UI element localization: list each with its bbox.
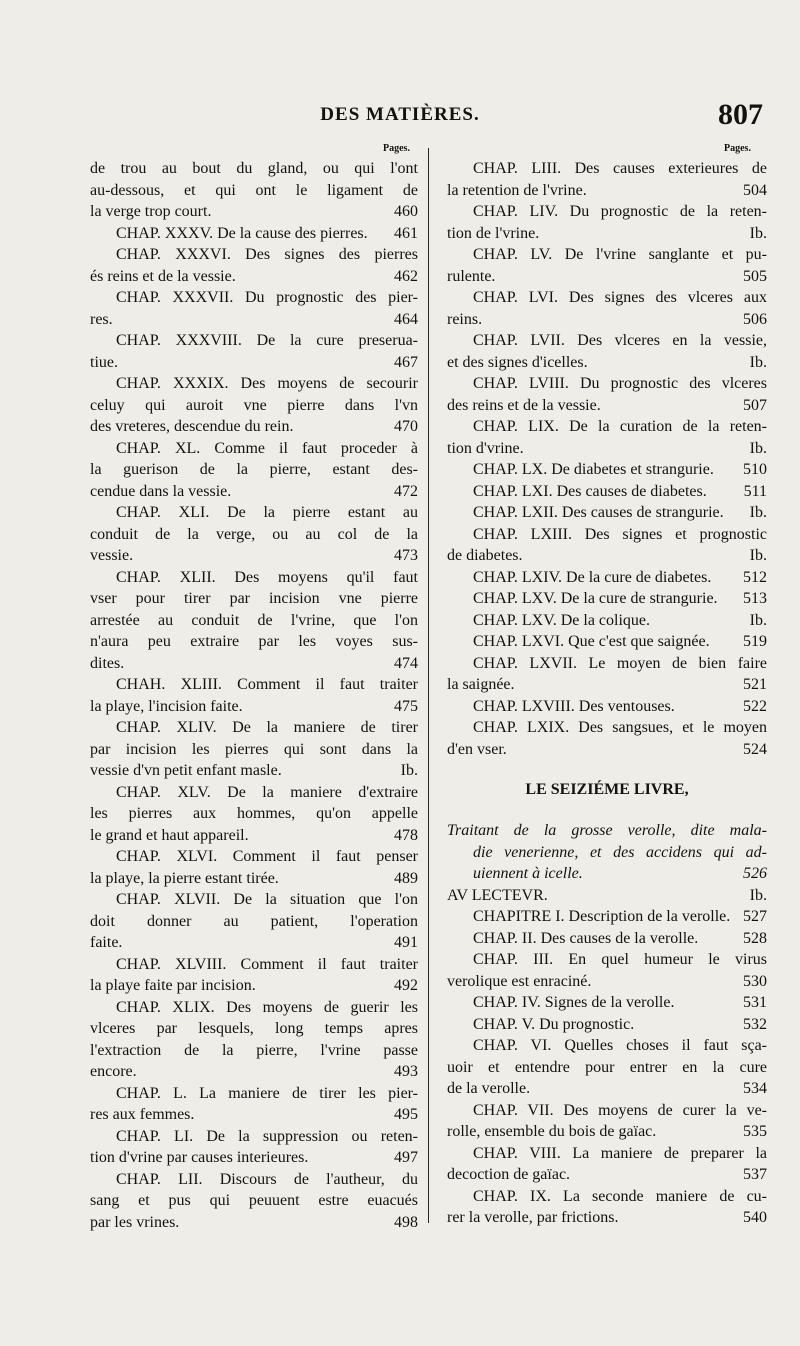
toc-line-text: tion de l'vrine. xyxy=(447,224,540,242)
running-title: DES MATIÈRES. xyxy=(320,104,480,125)
toc-line xyxy=(447,502,767,524)
toc-line xyxy=(90,1061,418,1083)
toc-line-text: tion d'vrine. xyxy=(447,439,524,457)
toc-line xyxy=(90,889,418,911)
toc-line-text: n'aura peu extraire par les voyes sus- xyxy=(90,633,418,650)
toc-line-text: CHAP. LVII. Des vlceres en la vessie, xyxy=(473,332,767,349)
toc-line xyxy=(90,244,418,266)
toc-line-text: vlceres par lesquels, long temps apres xyxy=(90,1020,418,1037)
toc-page-number: 489 xyxy=(394,869,418,887)
toc-line-text: des reins et de la vessie. xyxy=(447,396,601,414)
toc-line xyxy=(90,395,418,417)
toc-line xyxy=(447,653,767,675)
toc-line-text: CHAP. XL. Comme il faut proceder à xyxy=(116,439,418,457)
toc-line xyxy=(447,739,767,761)
toc-line-text: és reins et de la vessie. xyxy=(90,267,236,285)
book-heading: LE SEIZIÉME LIVRE, xyxy=(525,781,689,798)
toc-line xyxy=(447,287,767,309)
toc-line-text: la verge trop court. xyxy=(90,203,212,220)
toc-line xyxy=(90,1190,418,1212)
toc-line-text: vessie. xyxy=(90,547,134,564)
toc-line xyxy=(90,954,418,976)
toc-line-text: CHAP. III. En quel humeur le virus xyxy=(473,951,767,968)
toc-page-number: 540 xyxy=(743,1209,767,1226)
toc-line-text: vessie d'vn petit enfant masle. xyxy=(90,762,282,779)
column-divider xyxy=(428,148,429,1223)
toc-page-number: 478 xyxy=(394,826,418,844)
toc-line xyxy=(447,1057,767,1079)
toc-line-text: tion d'vrine par causes interieures. xyxy=(90,1149,309,1166)
toc-line-text: CHAP. L. La maniere de tirer les pier- xyxy=(116,1084,418,1102)
toc-page-number: 531 xyxy=(743,994,767,1011)
toc-line-text: die venerienne, et des accidens qui ad- xyxy=(473,843,767,861)
toc-line xyxy=(447,309,767,331)
toc-line-text: rer la verolle, par frictions. xyxy=(447,1209,619,1226)
toc-page-number: 532 xyxy=(743,1015,767,1033)
toc-line xyxy=(447,223,767,245)
toc-line xyxy=(447,1014,767,1036)
toc-line-text: CHAP. XLVII. De la situation que l'on xyxy=(116,891,418,908)
toc-line xyxy=(90,1104,418,1126)
pages-label-right: Pages. xyxy=(724,143,751,154)
toc-page-number: Ib. xyxy=(749,611,767,629)
right-column-entries xyxy=(447,158,767,760)
toc-line xyxy=(90,717,418,739)
section-gap xyxy=(447,760,767,778)
toc-line-text: CHAP. LXII. Des causes de strangurie. xyxy=(473,504,724,521)
toc-line xyxy=(90,481,418,503)
toc-page-number: 461 xyxy=(394,224,418,242)
toc-line-text: res. xyxy=(90,310,113,328)
toc-line xyxy=(90,1040,418,1062)
section-gap xyxy=(447,802,767,820)
toc-line xyxy=(90,997,418,1019)
toc-page-number: 506 xyxy=(743,310,767,328)
toc-line-text: CHAP. XLI. De la pierre estant au xyxy=(116,504,418,521)
toc-line-text: CHAP. LXV. De la cure de strangurie. xyxy=(473,590,718,607)
toc-line-text: CHAP. IV. Signes de la verolle. xyxy=(473,994,675,1011)
toc-page-number: 464 xyxy=(394,310,418,328)
toc-line-text: CHAP. XXXVIII. De la cure preserua- xyxy=(116,332,418,349)
toc-line-text: celuy qui auroit vne pierre dans l'vn xyxy=(90,396,418,414)
toc-page-number: Ib. xyxy=(400,762,418,779)
toc-line-text: CHAP. VIII. La maniere de preparer la xyxy=(473,1144,767,1162)
toc-line xyxy=(447,201,767,223)
toc-line xyxy=(90,1083,418,1105)
toc-page-number: 470 xyxy=(394,418,418,435)
toc-line-text: les pierres aux hommes, qu'on appelle xyxy=(90,805,418,822)
toc-line-text: encore. xyxy=(90,1063,137,1080)
toc-line-text: CHAP. II. Des causes de la verolle. xyxy=(473,929,699,947)
toc-line xyxy=(447,1078,767,1100)
toc-line-text: doit donner au patient, l'operation xyxy=(90,912,418,930)
toc-line xyxy=(447,158,767,180)
toc-line xyxy=(447,1035,767,1057)
toc-line xyxy=(447,1100,767,1122)
toc-line-text: CHAP. V. Du prognostic. xyxy=(473,1015,635,1033)
toc-page-number: Ib. xyxy=(749,353,767,371)
toc-line-text: faite. xyxy=(90,934,123,951)
toc-line-text: CHAH. XLIII. Comment il faut traiter xyxy=(116,676,418,693)
toc-line-text: CHAPITRE I. Description de la verolle. xyxy=(473,908,731,925)
toc-page-number: 510 xyxy=(743,461,767,478)
toc-line-text: CHAP. LXIX. Des sangsues, et le moyen xyxy=(473,719,767,736)
toc-page-number: 467 xyxy=(394,353,418,371)
toc-line xyxy=(447,992,767,1014)
toc-line-text: conduit de la verge, ou au col de la xyxy=(90,525,418,543)
toc-line xyxy=(90,975,418,997)
toc-line xyxy=(447,820,767,842)
toc-line-text: CHAP. LXVIII. Des ventouses. xyxy=(473,697,675,715)
toc-line xyxy=(90,1212,418,1234)
toc-line-text: CHAP. XXXVII. Du prognostic des pier- xyxy=(116,289,418,306)
toc-line-text: CHAP. XXXIX. Des moyens de secourir xyxy=(116,375,418,392)
toc-line-text: la saignée. xyxy=(447,676,515,693)
toc-line-text: CHAP. XLVIII. Comment il faut traiter xyxy=(116,955,418,973)
toc-line-text: sang et pus qui peuuent estre euacués xyxy=(90,1192,418,1209)
toc-line-text: cendue dans la vessie. xyxy=(90,482,232,500)
toc-line xyxy=(447,842,767,864)
toc-line xyxy=(447,1164,767,1186)
toc-page-number: Ib. xyxy=(749,439,767,457)
toc-line xyxy=(447,717,767,739)
toc-page-number: Ib. xyxy=(749,504,767,521)
toc-page-number: 495 xyxy=(394,1106,418,1123)
toc-line-text: la playe, la pierre estant tirée. xyxy=(90,869,279,887)
toc-line xyxy=(90,524,418,546)
toc-line-text: uoir et entendre pour entrer en la cure xyxy=(447,1058,767,1076)
toc-line xyxy=(90,588,418,610)
toc-line xyxy=(447,438,767,460)
toc-line-text: de trou au bout du gland, ou qui l'ont xyxy=(90,160,418,177)
toc-line xyxy=(90,287,418,309)
toc-page-number: 491 xyxy=(394,934,418,951)
toc-page-number: 504 xyxy=(743,181,767,199)
toc-line xyxy=(447,1143,767,1165)
toc-page-number: 474 xyxy=(394,654,418,672)
toc-page-number: Ib. xyxy=(749,547,767,564)
toc-line-text: vser pour tirer par incision vne pierre xyxy=(90,590,418,607)
toc-line xyxy=(447,373,767,395)
toc-line xyxy=(447,416,767,438)
toc-line xyxy=(447,1207,767,1229)
toc-line xyxy=(447,330,767,352)
toc-line-text: de diabetes. xyxy=(447,547,523,564)
toc-page-number: Ib. xyxy=(749,886,767,904)
toc-line xyxy=(90,567,418,589)
toc-line-text: par les vrines. xyxy=(90,1213,180,1231)
toc-line-text: Traitant de la grosse verolle, dite mala- xyxy=(447,822,767,839)
toc-line-text: la guerison de la pierre, estant des- xyxy=(90,461,418,478)
toc-line xyxy=(90,610,418,632)
toc-page-number: 475 xyxy=(394,697,418,715)
toc-line xyxy=(90,352,418,374)
toc-line-text: dites. xyxy=(90,654,125,672)
toc-page-number: 460 xyxy=(394,203,418,220)
toc-line xyxy=(447,567,767,589)
toc-line xyxy=(90,1147,418,1169)
toc-line xyxy=(90,545,418,567)
toc-line-text: CHAP. LIII. Des causes exterieures de xyxy=(473,160,767,177)
toc-page-number: Ib. xyxy=(749,224,767,242)
toc-line xyxy=(90,760,418,782)
toc-line xyxy=(90,846,418,868)
toc-line xyxy=(447,1121,767,1143)
toc-line-text: de la verolle. xyxy=(447,1080,531,1097)
toc-line xyxy=(90,1126,418,1148)
toc-line-text: CHAP. XLII. Des moyens qu'il faut xyxy=(116,568,418,586)
left-column xyxy=(90,158,418,1233)
toc-page-number: 497 xyxy=(394,1149,418,1166)
toc-line xyxy=(90,201,418,223)
toc-line xyxy=(90,782,418,804)
toc-line-text: CHAP. VI. Quelles choses il faut sça- xyxy=(473,1037,767,1054)
toc-line-text: CHAP. XLVI. Comment il faut penser xyxy=(116,848,418,865)
toc-line xyxy=(447,674,767,696)
toc-page-number: 473 xyxy=(394,547,418,564)
toc-page-number: 493 xyxy=(394,1063,418,1080)
toc-line-text: des vreteres, descendue du rein. xyxy=(90,418,294,435)
toc-line xyxy=(90,674,418,696)
toc-page-number: 528 xyxy=(743,929,767,947)
toc-line xyxy=(447,266,767,288)
toc-line xyxy=(90,309,418,331)
toc-line-text: CHAP. LI. De la suppression ou reten- xyxy=(116,1127,418,1145)
toc-line xyxy=(90,438,418,460)
toc-page-number: 519 xyxy=(743,633,767,650)
toc-line xyxy=(447,610,767,632)
toc-line-text: CHAP. XLIX. Des moyens de guerir les xyxy=(116,998,418,1016)
toc-line-text: CHAP. LXI. Des causes de diabetes. xyxy=(473,482,707,500)
toc-line-text: CHAP. LXIV. De la cure de diabetes. xyxy=(473,568,712,586)
toc-line-text: CHAP. LXIII. Des signes et prognostic xyxy=(473,525,767,543)
toc-line xyxy=(447,524,767,546)
toc-page-number: 498 xyxy=(394,1213,418,1231)
toc-line-text: et des signes d'icelles. xyxy=(447,353,588,371)
toc-line-text: CHAP. LIV. Du prognostic de la reten- xyxy=(473,203,767,220)
toc-line xyxy=(447,244,767,266)
toc-line xyxy=(90,803,418,825)
toc-line xyxy=(447,1186,767,1208)
toc-line xyxy=(90,868,418,890)
toc-page-number: 530 xyxy=(743,972,767,990)
toc-page-number: 492 xyxy=(394,977,418,994)
toc-page-number: 535 xyxy=(743,1123,767,1140)
toc-line-text: CHAP. LX. De diabetes et strangurie. xyxy=(473,461,714,478)
toc-line xyxy=(90,502,418,524)
toc-line xyxy=(90,158,418,180)
toc-line xyxy=(90,373,418,395)
toc-line-text: CHAP. LII. Discours de l'autheur, du xyxy=(116,1170,418,1188)
toc-line xyxy=(447,949,767,971)
toc-line-text: AV LECTEVR. xyxy=(447,886,548,904)
toc-page-number: 537 xyxy=(743,1166,767,1183)
toc-page-number: 522 xyxy=(743,697,767,715)
toc-line-text: la playe faite par incision. xyxy=(90,977,256,994)
toc-line xyxy=(447,481,767,503)
toc-line xyxy=(90,266,418,288)
toc-line xyxy=(90,223,418,245)
toc-line-text: decoction de gaïac. xyxy=(447,1166,571,1183)
toc-line-text: la playe, l'incision faite. xyxy=(90,697,243,715)
toc-page-number: 462 xyxy=(394,267,418,285)
toc-line-text: uiennent à icelle. xyxy=(473,865,583,882)
toc-line xyxy=(447,906,767,928)
toc-line-text: au-dessous, et qui ont le ligament de xyxy=(90,181,418,199)
toc-line xyxy=(447,180,767,202)
toc-line xyxy=(90,1169,418,1191)
toc-line-text: le grand et haut appareil. xyxy=(90,826,249,844)
toc-line xyxy=(90,911,418,933)
toc-line xyxy=(447,928,767,950)
toc-line xyxy=(447,863,767,885)
book-sixteen-entries xyxy=(447,820,767,1229)
toc-line-text: CHAP. XLIV. De la maniere de tirer xyxy=(116,719,418,736)
toc-line-text: CHAP. LXV. De la colique. xyxy=(473,611,651,629)
toc-line-text: CHAP. LXVII. Le moyen de bien faire xyxy=(473,654,767,672)
toc-line xyxy=(447,545,767,567)
toc-line xyxy=(90,180,418,202)
toc-line xyxy=(90,1018,418,1040)
toc-line-text: CHAP. LXVI. Que c'est que saignée. xyxy=(473,633,710,650)
toc-line-text: CHAP. IX. La seconde maniere de cu- xyxy=(473,1187,767,1205)
toc-line-text: rolle, ensemble du bois de gaïac. xyxy=(447,1123,657,1140)
toc-line xyxy=(447,885,767,907)
right-column xyxy=(447,158,767,1229)
toc-page-number: 505 xyxy=(743,267,767,285)
toc-line xyxy=(90,330,418,352)
toc-line-text: arrestée au conduit de l'vrine, que l'on xyxy=(90,611,418,629)
toc-line xyxy=(90,825,418,847)
toc-line xyxy=(90,653,418,675)
toc-line xyxy=(447,352,767,374)
toc-line-text: la retention de l'vrine. xyxy=(447,181,587,199)
toc-line xyxy=(90,631,418,653)
toc-line xyxy=(447,588,767,610)
toc-line xyxy=(447,631,767,653)
toc-line-text: par incision les pierres qui sont dans la xyxy=(90,740,418,758)
toc-line-text: l'extraction de la pierre, l'vrine passe xyxy=(90,1041,418,1059)
toc-line-text: d'en vser. xyxy=(447,740,507,758)
toc-page-number: 524 xyxy=(743,740,767,758)
toc-line-text: tiue. xyxy=(90,353,118,371)
toc-page-number: 527 xyxy=(743,908,767,925)
toc-page-number: 511 xyxy=(743,482,767,500)
toc-page-number: 512 xyxy=(743,568,767,586)
toc-line xyxy=(90,696,418,718)
toc-page-number: 507 xyxy=(743,396,767,414)
page-number: 807 xyxy=(718,98,763,131)
toc-page-number: 534 xyxy=(743,1080,767,1097)
toc-line-text: res aux femmes. xyxy=(90,1106,195,1123)
toc-line-text: CHAP. LV. De l'vrine sanglante et pu- xyxy=(473,246,767,263)
toc-line-text: CHAP. XXXVI. Des signes des pierres xyxy=(116,246,418,263)
toc-line xyxy=(447,971,767,993)
toc-line xyxy=(90,459,418,481)
toc-line-text: CHAP. LVIII. Du prognostic des vlceres xyxy=(473,375,767,392)
toc-line-text: reins. xyxy=(447,310,483,328)
toc-line xyxy=(447,696,767,718)
toc-line-text: CHAP. LIX. De la curation de la reten- xyxy=(473,418,767,435)
toc-page-number: 521 xyxy=(743,676,767,693)
toc-line xyxy=(447,459,767,481)
toc-line-text: verolique est enraciné. xyxy=(447,972,592,990)
toc-line xyxy=(90,739,418,761)
toc-page-number: 513 xyxy=(743,590,767,607)
toc-line-text: CHAP. XLV. De la maniere d'extraire xyxy=(116,783,418,801)
toc-line-text: CHAP. LVI. Des signes des vlceres aux xyxy=(473,289,767,306)
toc-page-number: 526 xyxy=(743,865,767,882)
toc-line xyxy=(90,932,418,954)
toc-line-text: CHAP. XXXV. De la cause des pierres. xyxy=(116,224,368,242)
toc-page-number: 472 xyxy=(394,482,418,500)
toc-line xyxy=(447,395,767,417)
toc-line-text: rulente. xyxy=(447,267,496,285)
toc-line-text: CHAP. VII. Des moyens de curer la ve- xyxy=(473,1101,767,1119)
toc-line xyxy=(90,416,418,438)
pages-label-left: Pages. xyxy=(383,143,410,154)
